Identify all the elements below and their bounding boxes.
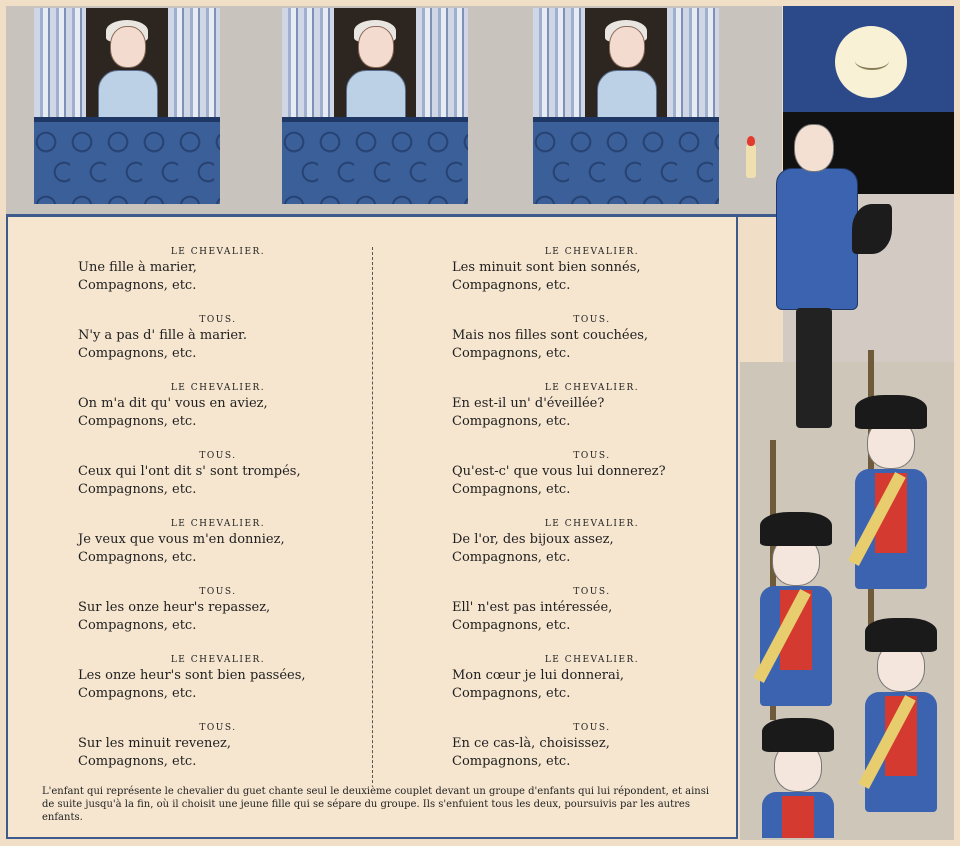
refrain-line: Compagnons, etc. (452, 686, 571, 701)
refrain-line: Compagnons, etc. (78, 482, 197, 497)
verse-line: De l'or, des bijoux assez, (452, 532, 614, 547)
stanza (58, 517, 378, 585)
lyrics-column-left (58, 245, 378, 789)
refrain-line: Compagnons, etc. (78, 414, 197, 429)
refrain-line: Compagnons, etc. (78, 550, 197, 565)
stanza (58, 653, 378, 721)
stanza (58, 245, 378, 313)
lyrics-panel (6, 215, 738, 839)
lyrics-column-right (432, 245, 752, 789)
refrain-line: Compagnons, etc. (452, 550, 571, 565)
refrain-line: Compagnons, etc. (78, 686, 197, 701)
speaker-label: LE CHEVALIER. (544, 519, 640, 529)
stanza (432, 381, 752, 449)
moon-icon (835, 26, 907, 98)
verse-line: Je veux que vous m'en donniez, (78, 532, 285, 547)
footnote: L'enfant qui représente le chevalier du guet chante seul le deuxième couplet devant un groupe d'enfants qui lui répondent, et ainsi de suite jusqu'à la fin, où il choisit une jeune fille qui se sépare du groupe. Ils s'enfuient tous les deux, poursuivis par les autres enfants. (42, 786, 710, 823)
verse-line: Mon cœur je lui donnerai, (452, 668, 625, 683)
verse-line: Sur les onze heur's repassez, (78, 600, 271, 615)
speaker-label: TOUS. (199, 587, 237, 597)
speaker-label: TOUS. (573, 723, 611, 733)
refrain-line: Compagnons, etc. (452, 278, 571, 293)
refrain-line: Compagnons, etc. (78, 618, 197, 633)
window-left (34, 8, 220, 204)
refrain-line: Compagnons, etc. (452, 482, 571, 497)
verse-line: Les minuit sont bien sonnés, (452, 260, 641, 275)
stanza (58, 721, 378, 789)
speaker-label: LE CHEVALIER. (170, 247, 266, 257)
verse-line: N'y a pas d' fille à marier. (78, 328, 247, 343)
verse-line: En est-il un' d'éveillée? (452, 396, 605, 411)
verse-line: Sur les minuit revenez, (78, 736, 232, 751)
windows-illustration (6, 6, 782, 217)
column-divider (372, 247, 373, 783)
window-right (533, 8, 719, 204)
verse-line: Qu'est-c' que vous lui donnerez? (452, 464, 666, 479)
balcony-railing (282, 117, 468, 204)
balcony-railing (533, 117, 719, 204)
speaker-label: LE CHEVALIER. (544, 247, 640, 257)
stanza (58, 449, 378, 517)
refrain-line: Compagnons, etc. (78, 346, 197, 361)
refrain-line: Compagnons, etc. (78, 754, 197, 769)
verse-line: En ce cas-là, choisissez, (452, 736, 610, 751)
speaker-label: TOUS. (573, 451, 611, 461)
stanza (432, 449, 752, 517)
stanza (432, 313, 752, 381)
stanza (432, 517, 752, 585)
soldier-figure (855, 618, 947, 818)
tricorn-hat-icon (852, 204, 892, 254)
speaker-label: LE CHEVALIER. (170, 383, 266, 393)
flame-icon (747, 136, 755, 146)
speaker-label: TOUS. (573, 315, 611, 325)
verse-line: Ceux qui l'ont dit s' sont trompés, (78, 464, 301, 479)
soldier-figure (750, 512, 842, 712)
speaker-label: TOUS. (199, 723, 237, 733)
candle-icon (746, 144, 756, 178)
verse-line: Mais nos filles sont couchées, (452, 328, 649, 343)
verse-line: Les onze heur's sont bien passées, (78, 668, 306, 683)
speaker-label: TOUS. (573, 587, 611, 597)
stanza (58, 381, 378, 449)
balcony-railing (34, 117, 220, 204)
speaker-label: TOUS. (199, 315, 237, 325)
stanza (58, 313, 378, 381)
verse-line: Une fille à marier, (78, 260, 197, 275)
speaker-label: TOUS. (199, 451, 237, 461)
refrain-line: Compagnons, etc. (452, 618, 571, 633)
verse-line: Ell' n'est pas intéressée, (452, 600, 613, 615)
speaker-label: LE CHEVALIER. (544, 655, 640, 665)
speaker-label: LE CHEVALIER. (544, 383, 640, 393)
refrain-line: Compagnons, etc. (452, 346, 571, 361)
verse-line: On m'a dit qu' vous en aviez, (78, 396, 268, 411)
soldier-figure (752, 718, 844, 838)
chevalier-figure (752, 124, 912, 434)
stanza (58, 585, 378, 653)
speaker-label: LE CHEVALIER. (170, 519, 266, 529)
window-middle (282, 8, 468, 204)
refrain-line: Compagnons, etc. (452, 754, 571, 769)
soldier-figure (845, 395, 937, 595)
refrain-line: Compagnons, etc. (78, 278, 197, 293)
speaker-label: LE CHEVALIER. (170, 655, 266, 665)
stanza (432, 245, 752, 313)
stanza (432, 721, 752, 789)
refrain-line: Compagnons, etc. (452, 414, 571, 429)
stanza (432, 653, 752, 721)
stanza (432, 585, 752, 653)
